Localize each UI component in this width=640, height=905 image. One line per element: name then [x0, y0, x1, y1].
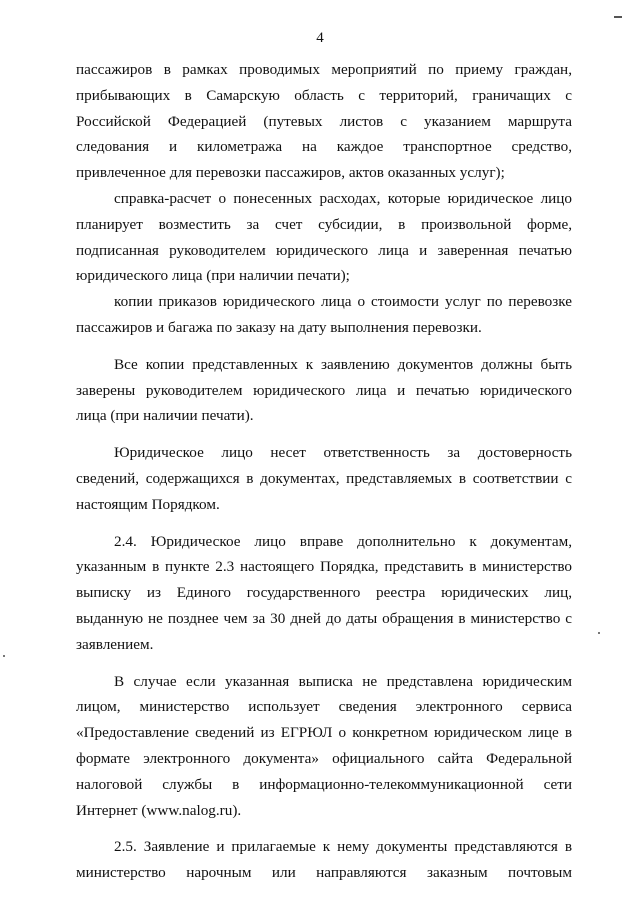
text-line: копии приказов юридического лица о стоимости услуг по перевозке [114, 293, 572, 311]
text-line: налоговой службы в информационно-телекоммуникационной сети [76, 775, 572, 793]
paragraph [76, 57, 572, 186]
paragraph-gap [76, 429, 572, 440]
text-line: 2.4. Юридическое лицо вправе дополнительно к документам, [114, 532, 572, 550]
text-line: Все копии представленных к заявлению документов должны быть [114, 355, 572, 373]
text-line: Российской Федерацией (путевых листов с указанием маршрута [76, 112, 572, 130]
text-line: министерство нарочным или направляются заказным почтовым [76, 864, 572, 882]
paragraph [76, 440, 572, 517]
text-line: Интернет (www.nalog.ru). [76, 801, 242, 819]
text-line: заявлением. [76, 635, 154, 653]
paragraph [76, 669, 572, 824]
paragraph-gap [76, 658, 572, 669]
text-line: следования и километража на каждое транспортное средство, [76, 138, 572, 156]
text-line: указанным в пункте 2.3 настоящего Порядка, представить в министерство [76, 558, 572, 576]
text-line: прибывающих в Самарскую область с территорий, граничащих с [76, 86, 572, 104]
text-line: пассажиров в рамках проводимых мероприятий по приему граждан, [76, 61, 572, 78]
scan-dot [598, 632, 600, 634]
paragraph [76, 289, 572, 341]
text-line: сведений, содержащихся в документах, представляемых в соответствии с [76, 469, 572, 487]
paragraph-gap [76, 823, 572, 834]
text-line: юридического лица (при наличии печати); [76, 267, 350, 285]
text-line: выданную не позднее чем за 30 дней до даты обращения в министерство с [76, 609, 572, 627]
text-line: 2.5. Заявление и прилагаемые к нему документы представляются в [114, 838, 572, 856]
text-line: заверены руководителем юридического лица и печатью юридического [76, 381, 572, 399]
text-line: В случае если указанная выписка не представлена юридическим [114, 672, 572, 690]
paragraph [76, 186, 572, 289]
text-line: лица (при наличии печати). [76, 407, 254, 425]
scan-dot [3, 655, 5, 657]
text-line: привлеченное для перевозки пассажиров, актов оказанных услуг); [76, 164, 505, 182]
text-line: настоящим Порядком. [76, 495, 220, 513]
text-line: Юридическое лицо несет ответственность за достоверность [114, 444, 572, 462]
text-line: формате электронного документа» официального сайта Федеральной [76, 749, 572, 767]
text-line: планирует возместить за счет субсидии, в произвольной форме, [76, 215, 572, 233]
scan-mark [614, 16, 622, 18]
document-body [76, 57, 572, 886]
text-line: справка-расчет о понесенных расходах, которые юридическое лицо [114, 189, 572, 207]
text-line: выписку из Единого государственного реестра юридических лиц, [76, 584, 572, 602]
text-line: пассажиров и багажа по заказу на дату выполнения перевозки. [76, 318, 482, 336]
text-line: подписанная руководителем юридического лица и заверенная печатью [76, 241, 572, 259]
text-line: «Предоставление сведений из ЕГРЮЛ о конкретном юридическом лице в [76, 724, 572, 742]
paragraph-gap [76, 341, 572, 352]
paragraph [76, 352, 572, 429]
text-line: лицом, министерство использует сведения электронного сервиса [76, 698, 572, 716]
paragraph-gap [76, 518, 572, 529]
paragraph [76, 834, 572, 886]
page-number: 4 [316, 30, 324, 46]
paragraph [76, 529, 572, 658]
